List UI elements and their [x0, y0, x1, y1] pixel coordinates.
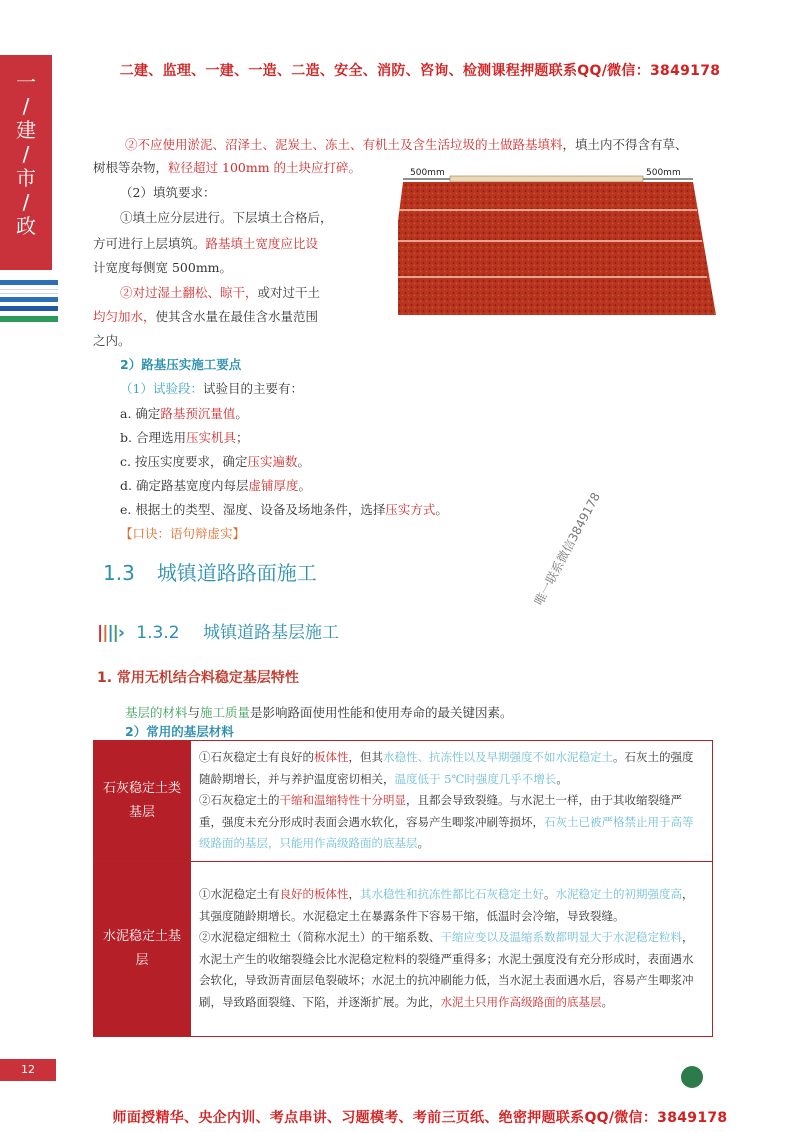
cell-teal: 水稳性、抗冻性以及早期强度不如水泥稳定土	[383, 750, 613, 764]
row-content	[191, 861, 713, 1036]
design-width-strip	[450, 176, 643, 182]
fill-req-line-6: 之内。	[93, 333, 131, 348]
compaction-item	[120, 450, 310, 473]
section-number: 1.3	[103, 561, 135, 585]
row-label: 水泥稳定土基层	[94, 861, 191, 1036]
cell-text: ，其强度随龄期增长。水泥稳定土在暴露条件下容易干缩，低温时会冷缩，导致裂缝。	[199, 887, 694, 923]
label-left: 500mm	[410, 168, 445, 178]
base-line	[125, 701, 513, 724]
base-green-2: 施工质量	[200, 705, 251, 720]
item-text: a. 确定	[120, 406, 161, 421]
item-highlight: 压实方式	[385, 502, 436, 517]
stripe-navy	[0, 306, 58, 311]
compaction-item	[120, 474, 311, 497]
compaction-item	[120, 498, 448, 521]
table-row	[94, 861, 713, 1036]
embankment-body	[398, 182, 716, 315]
cell-text: 。	[601, 994, 613, 1009]
intro-text: ，填土内不得含有草、	[562, 137, 688, 152]
stripe-blue	[0, 280, 58, 285]
cell-text: 。	[417, 836, 429, 850]
fill-req-text: 方可进行上层填筑。	[93, 236, 206, 251]
intro-red-text: ②不应使用淤泥、沼泽土、泥炭土、冻土、有机土及含生活垃圾的土做路基填料	[125, 137, 563, 152]
intro-text-2: 树根等杂物，	[93, 160, 169, 175]
compaction-item	[120, 402, 248, 425]
stripe-green	[0, 316, 58, 322]
trial-line	[120, 377, 303, 400]
cell-teal: 其水稳性和抗冻性都比石灰稳定土好	[360, 887, 544, 901]
label-right: 500mm	[646, 168, 681, 178]
row-content	[191, 741, 713, 862]
intro-line-1	[125, 133, 725, 156]
base-text-1: 与	[187, 705, 201, 720]
fill-req-red: 路基填土宽度应比设	[205, 236, 319, 251]
fill-req-red-2: ②对过湿土翻松、晾干，	[120, 285, 258, 300]
cell-text: ，	[348, 887, 360, 901]
subsection-bars: ||||	[97, 623, 118, 643]
section-title: 城镇道路路面施工	[156, 561, 317, 585]
stripe-blue-2	[0, 297, 58, 302]
cell-red: 板体性	[314, 750, 349, 764]
fill-req-line-4	[120, 281, 400, 304]
subsection-heading: ||||› 1.3.2 城镇道路基层施工	[97, 623, 339, 643]
row-label: 石灰稳定土类基层	[94, 741, 191, 862]
cell-text: 。	[556, 771, 568, 786]
cell-text: 。石灰土的强度随龄期增长，并与养护温度密切相关，	[199, 750, 694, 786]
cell-text: 。	[544, 887, 556, 901]
cell-teal: 温度低于 5℃时强度几乎不增长	[394, 771, 557, 786]
sidebar-label: 一 / 建 / 市 / 政	[16, 70, 36, 238]
trial-text: 试验目的主要有：	[202, 381, 303, 396]
item-end: 。	[435, 502, 448, 517]
item-highlight: 虚铺厚度	[248, 478, 299, 493]
fill-req-text-3: 使其含水量在最佳含水量范围	[155, 309, 319, 324]
materials-title: 2）常用的基层材料	[125, 724, 234, 739]
section-heading	[103, 557, 317, 586]
compaction-item	[120, 426, 248, 449]
fill-req-line-1: ①填土应分层进行。下层填土合格后，	[120, 210, 333, 225]
cell-text: ，水泥土产生的收缩裂缝会比水泥稳定粒料的裂缝严重得多；水泥土强度没有充分形成时，表面遇水会软化，导致沥青面层龟裂破坏；水泥土的抗冲刷能力低，当水泥土表面遇水后，容易产生唧浆冲刷，导致路面裂缝、下陷，并逐渐扩展。为此，	[199, 930, 694, 1009]
mnemonic: 【口诀：语句辩虚实】	[120, 526, 246, 541]
cell-text: ①石灰稳定土有良好的	[199, 750, 314, 764]
cell-text: ，且都会导致裂缝。与水泥土一样，由于其收缩裂缝严重，强度未充分形成时表面会遇水软化，容易产生唧浆冲刷等损坏，	[199, 793, 682, 829]
embankment-figure	[398, 165, 718, 339]
intro-line-2	[93, 156, 393, 179]
cell-red: 干缩和温缩特性十分明显	[279, 793, 406, 807]
materials-table	[93, 740, 713, 1037]
item-highlight: 路基预沉量值	[160, 406, 236, 421]
subsection-number: 1.3.2	[136, 623, 180, 643]
item-text: b. 合理选用	[120, 430, 186, 445]
sub1-title: 1. 常用无机结合料稳定基层特性	[97, 670, 299, 686]
cell-text: ，但其	[348, 750, 383, 764]
cell-text: ②石灰稳定土的	[199, 793, 280, 807]
base-green-1: 基层的材料	[125, 705, 188, 720]
cell-teal: 干缩应变以及温缩系数都明显大于水泥稳定粒料	[440, 930, 682, 944]
embankment-svg	[398, 165, 718, 335]
item-text: c. 按压实度要求，确定	[120, 454, 248, 469]
base-text-2: 是影响路面使用性能和使用寿命的最关键因素。	[250, 705, 513, 720]
item-end: ；	[235, 430, 249, 445]
page-number: 12	[0, 1059, 56, 1081]
subsection-title: 城镇道路基层施工	[202, 623, 339, 643]
item-end: 。	[235, 406, 248, 421]
watermark: 唯一联系微信3849178	[531, 490, 604, 608]
cell-red: 良好的板体性	[279, 887, 349, 901]
trial-label: （1）试验段：	[120, 381, 203, 396]
fill-req-line-5	[93, 305, 393, 328]
compaction-title: 2）路基压实施工要点	[120, 357, 242, 372]
item-end: 。	[298, 478, 311, 493]
cell-text: ①水泥稳定土有	[199, 887, 280, 901]
cell-teal: 石灰土已被严格禁止用于高等级路面的基层，只能用作高级路面的底基层	[199, 814, 694, 850]
fill-req-line-2	[93, 232, 393, 255]
item-highlight: 压实遍数	[247, 454, 298, 469]
item-end: 。	[297, 454, 310, 469]
intro-red-text-2: 粒径超过 100mm 的土块应打碎。	[168, 160, 362, 175]
footer-banner: 师面授精华、央企内训、考点串讲、习题模考、考前三页纸、绝密押题联系QQ/微信：3849178	[112, 1110, 728, 1126]
item-text: e. 根据土的类型、湿度、设备及场地条件，选择	[120, 502, 386, 517]
stripe-white	[0, 289, 58, 294]
cell-red: 水泥土只用作高级路面的底基层	[440, 994, 602, 1009]
header-banner: 二建、监理、一建、一造、二造、安全、消防、咨询、检测课程押题联系QQ/微信：3849178	[119, 63, 721, 79]
cell-text: ②水泥稳定细粒土（简称水泥土）的干缩系数、	[199, 930, 441, 944]
fill-req-line-3: 计宽度每侧宽 500mm。	[93, 260, 233, 275]
item-highlight: 压实机具	[185, 430, 236, 445]
logo-icon	[681, 1066, 703, 1088]
fill-req-text-2: 或对过干土	[257, 285, 321, 300]
cell-teal: 水泥稳定土的初期强度高	[555, 887, 682, 901]
fill-req-title: （2）填筑要求：	[120, 185, 216, 200]
table-row	[94, 741, 713, 862]
item-text: d. 确定路基宽度内每层	[120, 478, 249, 493]
fill-req-red-3: 均匀加水，	[93, 309, 156, 324]
